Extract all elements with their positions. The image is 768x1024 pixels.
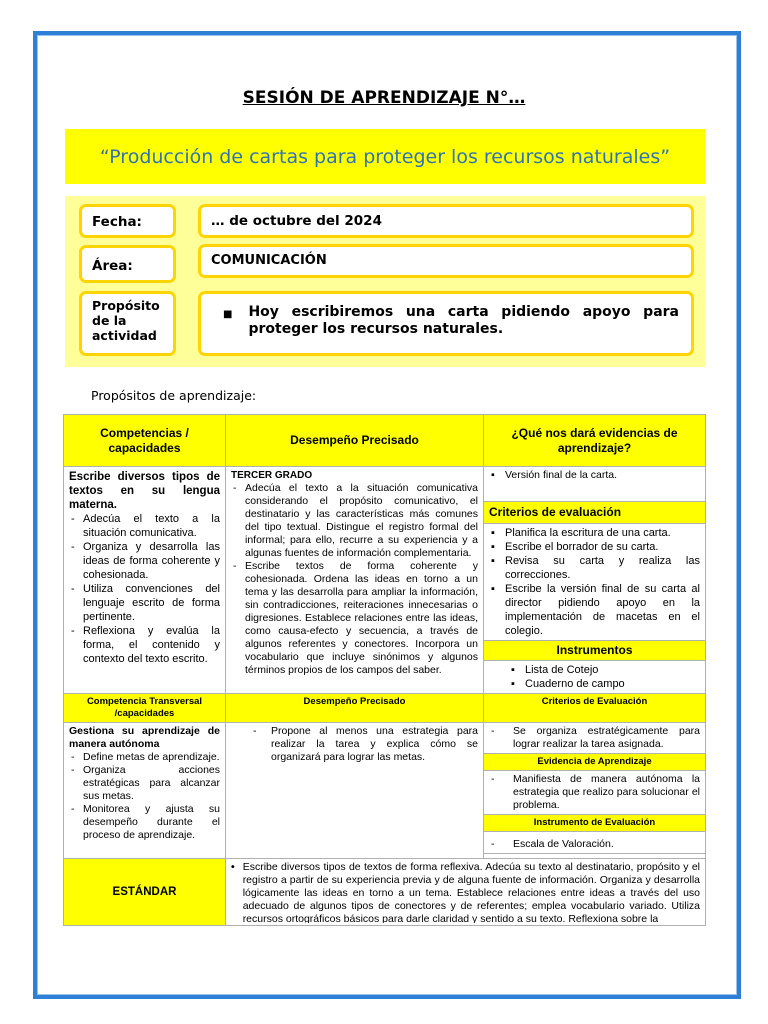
- transversal-evidence-cell: [484, 771, 706, 815]
- transversal-criteria-list: [489, 725, 700, 751]
- transversal-capacity-list: [69, 751, 220, 842]
- page-title: SESIÓN DE APRENDIZAJE N°…: [242, 88, 526, 108]
- instrument-title: Instrumento de Evaluación: [484, 815, 706, 832]
- purpose-value: Hoy escribiremos una carta pidiendo apoyo para proteger los recursos naturales.: [248, 304, 679, 337]
- transversal-title: Gestiona su aprendizaje de manera autónoma: [69, 725, 220, 750]
- transversal-performance-list: [231, 725, 478, 764]
- list-item: - Monitorea y ajusta su desempeño durante el proceso de aprendizaje.: [69, 803, 220, 842]
- area-label: Área:: [79, 245, 176, 283]
- standard-text: Escribe diversos tipos de textos de forma reflexiva. Adecúa su texto al destinatario, propósito y el registro a partir de su experiencia previa y de alguna fuente de información. Organiza y desarrolla lógicamente las ideas en torno a un tema. Establece relaciones entre ideas a través del uso adecuado de algunos tipos de conectores y de referentes; emplea vocabulario variado. Utiliza recursos ortográficos básicos para darle claridad y sentido a su texto. Reflexiona sobre la: [242, 861, 700, 923]
- date-label: Fecha:: [79, 204, 176, 238]
- list-item: - Organiza acciones estratégicas para alcanzar sus metas.: [69, 764, 220, 803]
- transversal-criteria-cell: [484, 723, 706, 754]
- evidence-title: Evidencia de Aprendizaje: [484, 754, 706, 771]
- performance-cell: [226, 467, 484, 694]
- transversal-header-criteria: Criterios de Evaluación: [484, 694, 706, 723]
- transversal-header-competency: Competencia Transversal /capacidades: [64, 694, 226, 723]
- list-item: ▪ Planifica la escritura de una carta.: [489, 526, 700, 540]
- evidence-list: [489, 469, 700, 482]
- list-item: - Organiza y desarrolla las ideas de forma coherente y cohesionada.: [69, 540, 220, 582]
- section-label: Propósitos de aprendizaje:: [91, 388, 257, 403]
- header-performance: Desempeño Precisado: [226, 415, 484, 467]
- grade-label: TERCER GRADO: [231, 470, 313, 481]
- header-competencies: Competencias / capacidades: [64, 415, 226, 467]
- capacity-list: [69, 512, 220, 666]
- instruments-title: Instrumentos: [484, 641, 706, 661]
- learning-table: [63, 414, 706, 926]
- purpose-label: Propósito de la actividad: [79, 291, 176, 356]
- area-value: COMUNICACIÓN: [198, 244, 694, 278]
- standard-cell: [226, 859, 706, 926]
- transversal-instrument-cell: [484, 832, 706, 854]
- list-item: ▪ Versión final de la carta.: [489, 469, 700, 482]
- transversal-instrument-list: [489, 838, 700, 851]
- list-item: - Se organiza estratégicamente para lograr realizar la tarea asignada.: [489, 725, 700, 751]
- transversal-evidence-list: [489, 773, 700, 812]
- list-item: ▪ Escribe el borrador de su carta.: [489, 540, 700, 554]
- list-item: - Define metas de aprendizaje.: [69, 751, 220, 764]
- date-value: … de octubre del 2024: [198, 204, 694, 238]
- list-item: - Escala de Valoración.: [489, 838, 700, 851]
- list-item: ▪ Cuaderno de campo: [509, 677, 700, 691]
- transversal-header-performance: Desempeño Precisado: [226, 694, 484, 723]
- list-item: - Reflexiona y evalúa la forma, el contenido y contexto del texto escrito.: [69, 624, 220, 666]
- criteria-list: [489, 526, 700, 638]
- list-item: - Manifiesta de manera autónoma la estrategia que realizo para solucionar el problema.: [489, 773, 700, 812]
- subtitle-banner: [65, 129, 705, 184]
- criteria-title: Criterios de evaluación: [484, 502, 706, 524]
- evidence-cell: [484, 467, 706, 502]
- competence-cell: [64, 467, 226, 694]
- bullet-icon: •: [231, 861, 235, 873]
- standard-label: ESTÁNDAR: [64, 859, 226, 926]
- criteria-cell: [484, 524, 706, 641]
- transversal-performance-cell: [226, 723, 484, 859]
- list-item: - Propone al menos una estrategia para realizar la tarea y explica cómo se organizará para lograr las metas.: [251, 725, 478, 764]
- list-item: - Utiliza convenciones del lenguaje escrito de forma pertinente.: [69, 582, 220, 624]
- list-item: - Adecúa el texto a la situación comunicativa.: [69, 512, 220, 540]
- list-item: - Escribe textos de forma coherente y cohesionada. Ordena las ideas en torno a un tema y las desarrolla para ampliar la información, sin contradicciones, reiteraciones innecesarias o digresiones. Establece relaciones entre las ideas, como causa-efecto y secuencia, a través de algunos referentes y conectores. Incorpora un vocabulario que incluye sinónimos y algunos términos propios de los campos del saber.: [231, 560, 478, 677]
- performance-list: [231, 482, 478, 677]
- square-bullet-icon: ■: [223, 309, 233, 320]
- standard-wrapper: [231, 861, 700, 923]
- instrument-list: [489, 663, 700, 691]
- list-item: ▪ Lista de Cotejo: [509, 663, 700, 677]
- header-evidence: ¿Qué nos dará evidencias de aprendizaje?: [484, 415, 706, 467]
- transversal-competence-cell: [64, 723, 226, 859]
- list-item: ▪ Escribe la versión final de su carta al director pidiendo apoyo en la implementación de macetas en el colegio.: [489, 582, 700, 638]
- list-item: ▪ Revisa su carta y realiza las correcciones.: [489, 554, 700, 582]
- instruments-cell: [484, 661, 706, 694]
- purpose-value-box: [198, 291, 694, 356]
- subtitle-text: “Producción de cartas para proteger los recursos naturales”: [99, 145, 671, 168]
- competence-title: Escribe diversos tipos de textos en su lengua materna.: [69, 471, 220, 511]
- list-item: - Adecúa el texto a la situación comunicativa considerando el propósito comunicativo, el destinatario y las características más comunes del tipo textual. Distingue el registro formal del informal; para ello, recurre a su experiencia y a algunas fuentes de información complementaria.: [231, 482, 478, 560]
